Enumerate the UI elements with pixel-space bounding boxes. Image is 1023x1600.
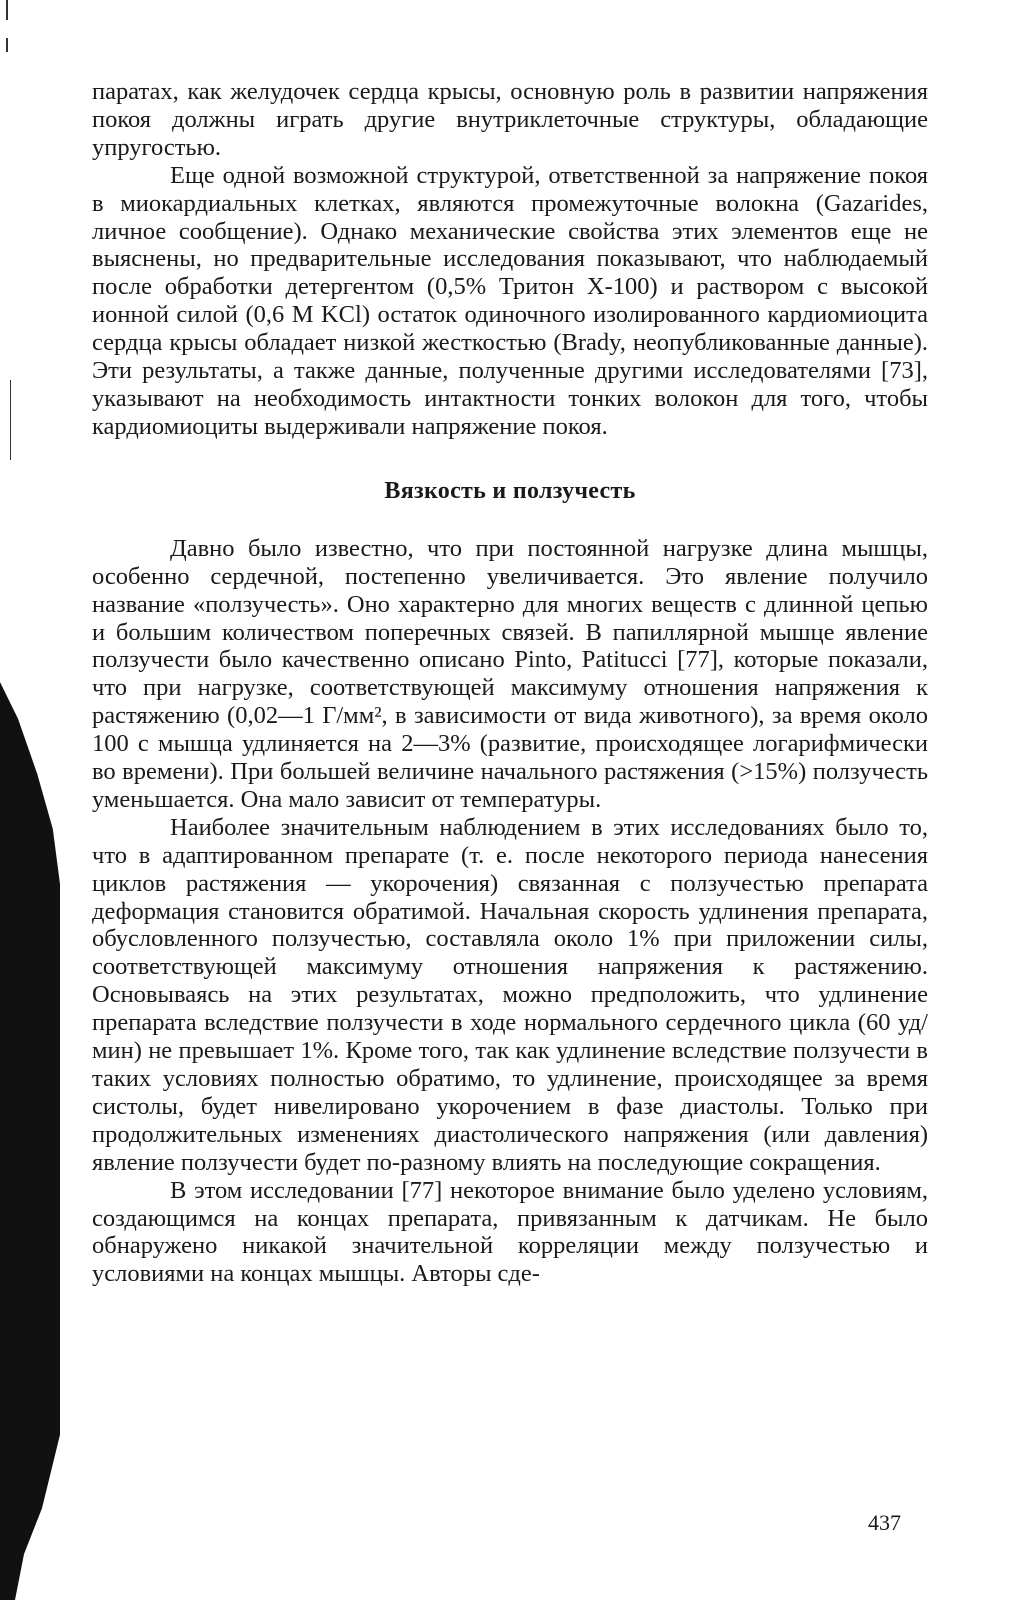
- paragraph-creep-intro: Давно было известно, что при постоянной нагрузке длина мышцы, особенно сердечной, постепенно увеличивается. Это явление получило название «ползучесть». Оно характерно для многих веществ с длинной цепью и большим количеством поперечных связей. В папиллярной мышце явление ползучести было качественно описано Pinto, Patitucci [77], которые показали, что при нагрузке, соответствующей максимуму отношения напряжения к растяжению (0,02—1 Г/мм², в зависимости от вида животного), за время около 100 с мышца удлиняется на 2—3% (развитие, происходящее логарифмически во времени). При большей величине начального растяжения (>15%) ползучесть уменьшается. Она мало зависит от температуры.: [92, 534, 928, 813]
- scan-artifact-line: [6, 0, 8, 20]
- text-column: [92, 78, 928, 1288]
- paragraph-continued: паратах, как желудочек сердца крысы, основную роль в развитии напряжения покоя должны играть другие внутриклеточные структуры, обладающие упругостью.: [92, 78, 928, 161]
- paragraph-creep-ends: В этом исследовании [77] некоторое внимание было уделено условиям, создающимся на концах препарата, привязанным к датчикам. Не было обнаружено никакой значительной корреляции между ползучестью и условиями на концах мышцы. Авторы сде-: [92, 1176, 928, 1288]
- scan-artifact-line: [6, 38, 8, 52]
- scan-artifact-line: [10, 380, 11, 460]
- paragraph-intermediate-filaments: Еще одной возможной структурой, ответственной за напряжение покоя в миокардиальных клетках, являются промежуточные волокна (Gazarides, личное сообщение). Однако механические свойства этих элементов еще не выяснены, но предварительные исследования показывают, что наблюдаемый после обработки детергентом (0,5% Тритон X-100) и раствором с высокой ионной силой (0,6 М KCl) остаток одиночного изолированного кардиомиоцита сердца крысы обладает низкой жесткостью (Brady, неопубликованные данные). Эти результаты, а также данные, полученные другими исследователями [73], указывают на необходимость интактности тонких волокон для того, чтобы кардиомиоциты выдерживали напряжение покоя.: [92, 161, 928, 440]
- page-number: 437: [868, 1510, 901, 1535]
- binding-shadow: [0, 682, 60, 1600]
- paragraph-creep-reversible: Наиболее значительным наблюдением в этих исследованиях было то, что в адаптированном препарате (т. е. после некоторого периода нанесения циклов растяжения — укорочения) связанная с ползучестью препарата деформация становится обратимой. Начальная скорость удлинения препарата, обусловленного ползучестью, составляла около 1% при приложении силы, соответствующей максимуму отношения напряжения к растяжению. Основываясь на этих результатах, можно предположить, что удлинение препарата вследствие ползучести в ходе нормального сердечного цикла (60 уд/мин) не превышает 1%. Кроме того, так как удлинение вследствие ползучести в таких условиях полностью обратимо, то удлинение, происходящее за время систолы, будет нивелировано укорочением в фазе диастолы. Только при продолжительных изменениях диастолического напряжения (или давления) явление ползучести будет по-разному влиять на последующие сокращения.: [92, 813, 928, 1176]
- section-heading: Вязкость и ползучесть: [384, 477, 636, 504]
